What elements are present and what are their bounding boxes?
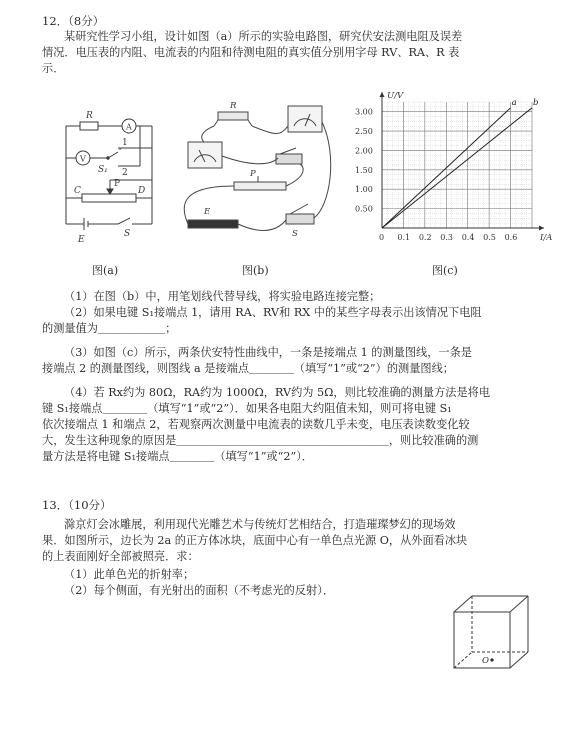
- x-tick-label: 0.3: [440, 233, 454, 242]
- series-label-a: a: [511, 97, 517, 108]
- apparatus-switch-s1: [276, 154, 302, 164]
- q13-stem-line-3: 的上表面刚好全部被照亮．求：: [42, 550, 199, 563]
- figure-cube: [446, 592, 538, 678]
- svg-text:P: P: [250, 169, 256, 179]
- apparatus-rheostat: [234, 182, 286, 190]
- q13-stem-line-1: 滁京灯会冰雕展，利用现代光雕艺术与传统灯艺相结合，打造璀璨梦幻的现场效: [64, 518, 456, 531]
- x-axis-label: I/A: [540, 233, 552, 243]
- apparatus-switch-s: [286, 214, 314, 224]
- y-tick-label: 1.00: [355, 185, 373, 195]
- y-tick-label: 3.00: [355, 107, 373, 117]
- x-tick-label: 0.2: [418, 233, 432, 242]
- label-p: P: [114, 179, 121, 189]
- svg-text:R: R: [230, 101, 237, 111]
- cube-label-o: O: [482, 656, 489, 666]
- label-r: R: [86, 111, 93, 121]
- label-ammeter: A: [126, 122, 132, 132]
- label-e: E: [78, 235, 85, 245]
- q12-sub3-line-2: 接端点 2 的测量图线，则图线 a 是接端点＿＿＿＿（填写“1”或“2”）的测量图线；: [42, 362, 454, 375]
- caption-fig-c: 图(c): [432, 264, 458, 277]
- figure-b-apparatus: [180, 96, 340, 254]
- svg-text:S: S: [292, 229, 298, 239]
- q12-sub4-line-4: 大，发生这种现象的原因是＿＿＿＿＿＿＿＿＿＿＿＿＿＿＿＿＿＿＿，则比较准确的测: [42, 434, 479, 447]
- q13-header: 13．（10分）: [42, 498, 112, 512]
- q12-sub4-line-3: 依次接端点 1 和端点 2，若观察两次测量中电流表的读数几乎未变，电压表读数变化较: [42, 418, 470, 431]
- y-axis-arrow-icon: [380, 92, 385, 97]
- label-s1: S₁: [98, 165, 108, 175]
- y-tick-label: 1.50: [355, 165, 373, 175]
- label-d: D: [138, 186, 146, 196]
- q12-sub2-line-2: 的测量值为＿＿＿＿＿＿；: [42, 322, 177, 335]
- y-axis-label: U/V: [387, 91, 404, 101]
- q12-sub4-line-1: （4）若 Rx约为 80Ω，RA约为 1000Ω，RV约为 5Ω，则比较准确的测量方法是将电: [64, 386, 491, 399]
- label-n2: 2: [122, 168, 128, 178]
- q12-stem-line-2: 情况．电压表的内阻、电流表的内阻和待测电阻的真实值分别用字母 RV、RA、R 表: [42, 46, 460, 59]
- q12-sub4-line-5: 量方法是将电键 S₁接端点＿＿＿＿（填写“1”或“2”）．: [42, 450, 313, 463]
- y-tick-label: 2.00: [355, 146, 373, 156]
- x-tick-label: 0.6: [504, 233, 518, 242]
- x-tick-label: 0.4: [461, 233, 475, 242]
- x-axis-arrow-icon: [539, 226, 544, 231]
- figure-a-circuit: [56, 96, 168, 254]
- label-n1: 1: [122, 138, 128, 148]
- q13-stem-line-2: 果．如图所示，边长为 2a 的正方体冰块，底面中心有一单色点光源 O，从外面看冰块: [42, 534, 468, 547]
- rheostat-cd: [82, 194, 136, 202]
- light-source-o: [490, 658, 493, 661]
- q12-sub3-line-1: （3）如图（c）所示，两条伏安特性曲线中，一条是接端点 1 的测量图线，一条是: [64, 346, 472, 359]
- svg-text:E: E: [204, 207, 211, 217]
- label-c: C: [74, 186, 81, 196]
- q12-sub1: （1）在图（b）中，用笔划线代替导线，将实验电路连接完整；: [64, 290, 381, 303]
- label-s: S: [124, 229, 131, 239]
- apparatus-resistor: [218, 112, 248, 120]
- series-line-b: [382, 108, 532, 228]
- q12-sub2-line-1: （2）如果电键 S₁接端点 1，请用 RA、RV和 RX 中的某些字母表示出该情况下电阻: [64, 306, 482, 319]
- caption-fig-a: 图(a): [92, 264, 119, 277]
- apparatus-battery: [188, 220, 238, 228]
- q12-stem-line-1: 某研究性学习小组，设计如图（a）所示的实验电路图，研究伏安法测电阻及误差: [64, 30, 463, 43]
- slider-p-icon: [107, 189, 113, 194]
- y-tick-label: 2.50: [355, 127, 373, 137]
- q13-sub1: （1）此单色光的折射率；: [64, 568, 195, 581]
- figure-c-chart: [352, 90, 552, 254]
- q13-sub2: （2）每个侧面，有光射出的面积（不考虑光的反射）．: [64, 584, 335, 597]
- x-tick-label: 0: [379, 233, 385, 242]
- q12-header: 12．（8分）: [42, 14, 105, 28]
- switch-s: [118, 218, 130, 224]
- q12-stem-line-3: 示．: [42, 62, 65, 75]
- x-tick-label: 0.1: [397, 233, 411, 242]
- series-label-b: b: [533, 97, 539, 108]
- switch-s1: [108, 152, 118, 158]
- label-voltmeter: V: [80, 154, 86, 164]
- resistor-r: [80, 122, 98, 130]
- x-tick-label: 0.5: [483, 233, 496, 242]
- y-tick-label: 0.50: [355, 204, 373, 214]
- q12-sub4-line-2: 键 S₁接端点＿＿＿＿（填写“1”或“2”）．如果各电阻大约阻值未知，则可将电键 S₁: [42, 402, 452, 415]
- caption-fig-b: 图(b): [242, 264, 269, 277]
